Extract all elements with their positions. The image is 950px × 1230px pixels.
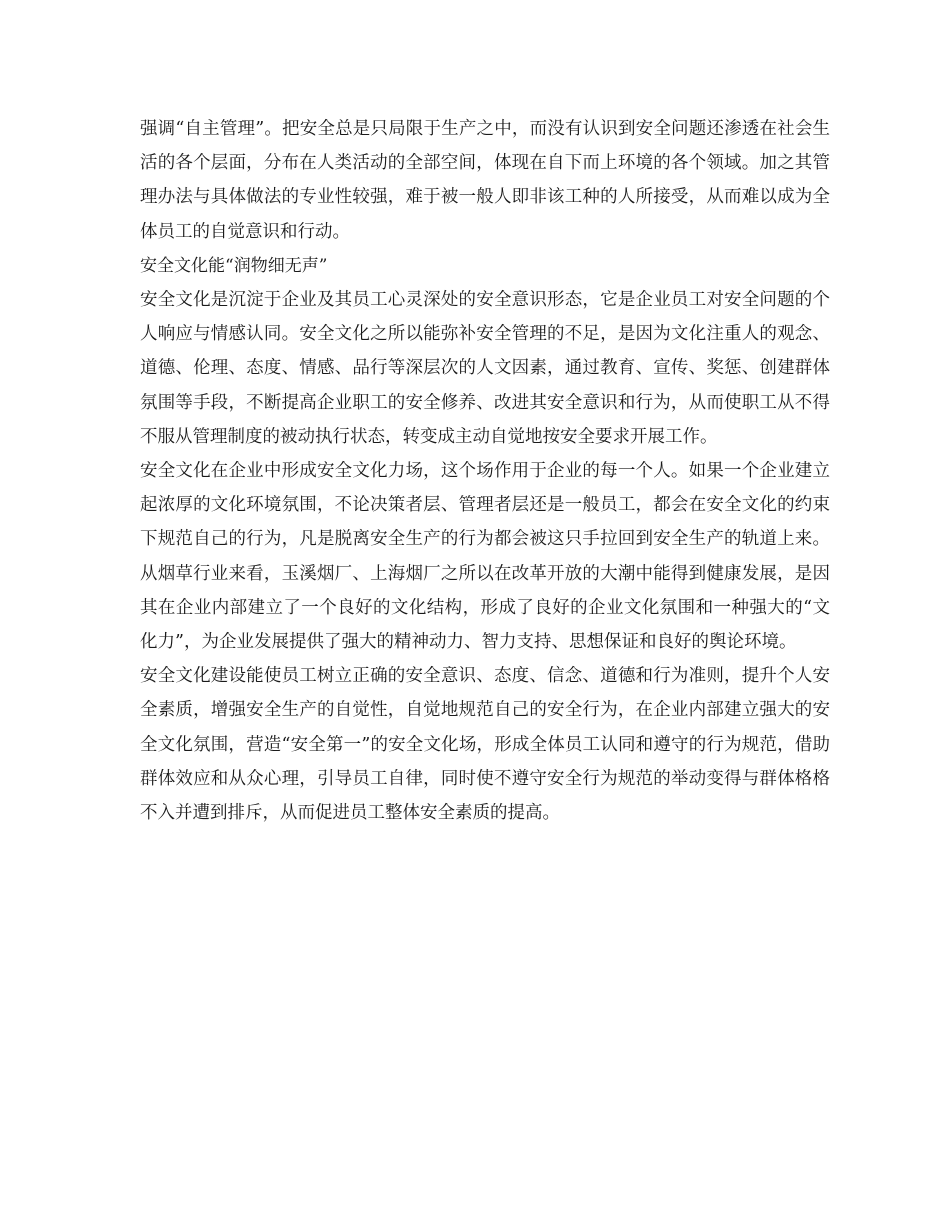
paragraph-safety-culture-field: 安全文化在企业中形成安全文化力场，这个场作用于企业的每一个人。如果一个企业建立起浓厚的文化环境氛围，不论决策者层、管理者层还是一般员工，都会在安全文化的约束下规范自己的行为，凡是脱离安全生产的行为都会被这只手拉回到安全生产的轨道上来。从烟草行业来看，玉溪烟厂、上海烟厂之所以在改革开放的大潮中能得到健康发展，是因其在企业内部建立了一个良好的文化结构，形成了良好的企业文化氛围和一种强大的“文化力”，为企业发展提供了强大的精神动力、智力支持、思想保证和良好的舆论环境。 (140, 461, 830, 653)
section-heading: 安全文化能“润物细无声” (140, 255, 328, 276)
paragraph-intro-continued: 强调“自主管理”。把安全总是只局限于生产之中，而没有认识到安全问题还渗透在社会生活的各个层面，分布在人类活动的全部空间，体现在自下而上环境的各个领域。加之其管理办法与具体做法的专业性较强，难于被一般人即非该工种的人所接受，从而难以成为全体员工的自觉意识和行动。 (140, 119, 830, 242)
paragraph-safety-culture-construction: 安全文化建设能使员工树立正确的安全意识、态度、信念、道德和行为准则，提升个人安全素质，增强安全生产的自觉性，自觉地规范自己的安全行为，在企业内部建立强大的安全文化氛围，营造“安全第一”的安全文化场，形成全体员工认同和遵守的行为规范，借助群体效应和从众心理，引导员工自律，同时使不遵守安全行为规范的举动变得与群体格格不入并遭到排斥，从而促进员工整体安全素质的提高。 (140, 666, 830, 824)
paragraph-safety-culture-definition: 安全文化是沉淀于企业及其员工心灵深处的安全意识形态，它是企业员工对安全问题的个人响应与情感认同。安全文化之所以能弥补安全管理的不足，是因为文化注重人的观念、道德、伦理、态度、情感、品行等深层次的人文因素，通过教育、宣传、奖惩、创建群体氛围等手段，不断提高企业职工的安全修养、改进其安全意识和行为，从而使职工从不得不服从管理制度的被动执行状态，转变成主动自觉地按安全要求开展工作。 (140, 290, 830, 447)
document-body (140, 112, 830, 830)
